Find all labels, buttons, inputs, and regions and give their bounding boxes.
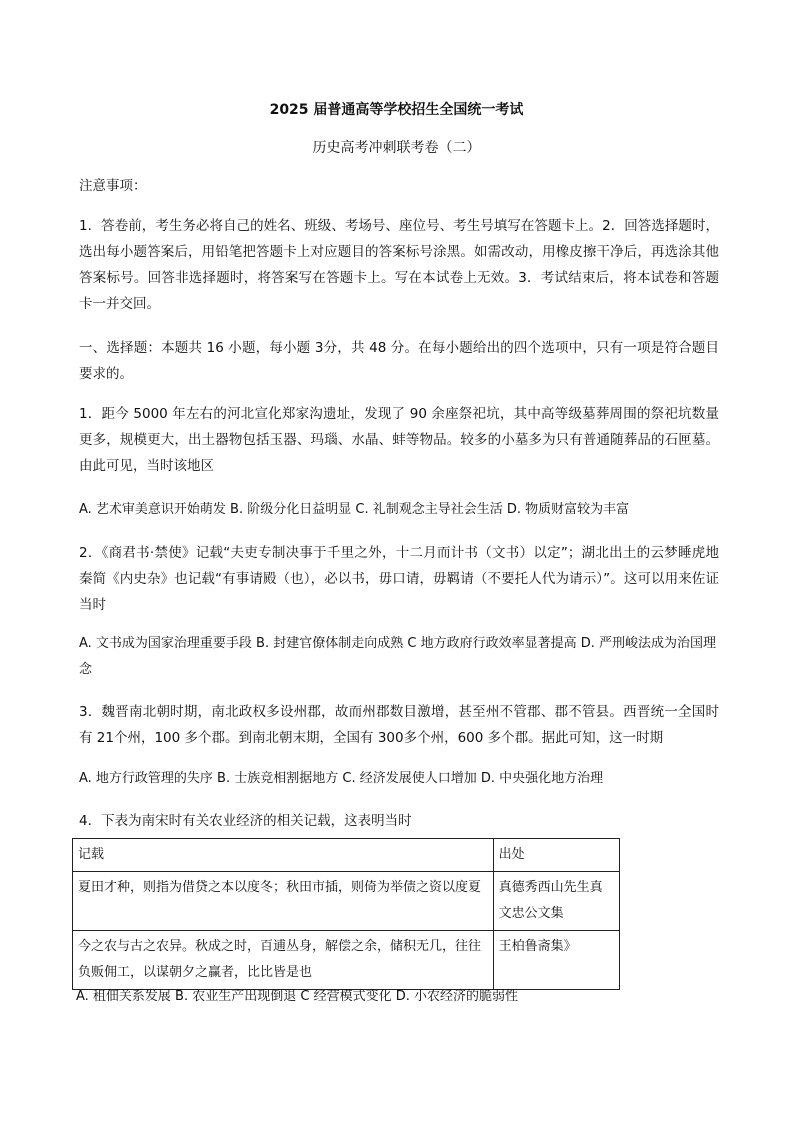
table-cell-record: 夏田才种，则指为借贷之本以度冬；秋田市插，则倚为举债之资以度夏 [73,872,494,931]
table-cell-source: 王柏鲁斋集》 [493,931,619,990]
section-intro: 一、选择题：本题共 16 小题，每小题 3分，共 48 分。在每小题给出的四个选项中，只有一项是符合题目要求的。 [79,340,719,382]
question-1-stem: 1．距今 5000 年左右的河北宣化郑家沟遗址，发现了 90 余座祭祀坑，其中高等级墓葬周围的祭祀坑数量更多，规模更大，出土器物包括玉器、玛瑙、水晶、蚌等物品。较多的小墓多为只有普通随葬品的石匣墓。由此可见，当时该地区 [79,406,719,474]
question-2-stem: 2．《商君书·禁使》记载“夫吏专制决事于千里之外，十二月而计书（文书）以定”；湖北出土的云梦睡虎地秦简《内史杂》也记载“有事请殿（也），必以书，毋口请，毋羁请（不要托人代为请示）”。这可以用来佐证当时 [79,545,719,613]
question-4-options: A. 租佃关系发展 B. 农业生产出现倒退 C 经营模式变化 D. 小农经济的脆弱性 [76,989,518,1004]
table-row [73,872,620,931]
table-header-row [73,839,620,872]
question-3-options: A. 地方行政管理的失序 B. 士族竞相割据地方 C. 经济发展使人口增加 D. 中央强化地方治理 [79,771,604,786]
question-4-stem: 4．下表为南宋时有关农业经济的相关记载，这表明当时 [79,813,412,829]
table-header-source: 出处 [493,839,619,872]
notice-heading: 注意事项： [79,178,147,194]
exam-title: 2025 届普通高等学校招生全国统一考试 [269,102,524,118]
records-table [72,838,620,990]
notice-body: 1．答卷前，考生务必将自己的姓名、班级、考场号、座位号、考生号填写在答题卡上。2．回答选择题时，选出每小题答案后，用铅笔把答题卡上对应题目的答案标号涂黑。如需改动，用橡皮擦干净后，再选涂其他答案标号。回答非选择题时，将答案写在答题卡上。写在本试卷上无效。3．考试结束后，将本试卷和答题卡一并交回。 [79,218,719,312]
question-2-options: A. 文书成为国家治理重要手段 B. 封建官僚体制走向成熟 C 地方政府行政效率显著提高 D. 严刑峻法成为治国理念 [79,636,716,677]
question-1-options: A. 艺术审美意识开始萌发 B. 阶级分化日益明显 C. 礼制观念主导社会生活 D. 物质财富较为丰富 [79,502,630,517]
question-3-stem: 3．魏晋南北朝时期，南北政权多设州郡，故而州郡数目激增，甚至州不管郡、郡不管县。西晋统一全国时有 21个州，100 多个郡。到南北朝末期，全国有 300多个州，600 多个郡。据此可知，这一时期 [79,704,719,746]
table-cell-record: 今之农与古之农异。秋成之时，百逋丛身，解偿之余，储积无几，往往负贩佣工，以谋朝夕之赢者，比比皆是也 [73,931,494,990]
exam-subtitle: 历史高考冲刺联考卷（二） [312,140,481,156]
table-header-record: 记载 [73,839,494,872]
table-cell-source: 真德秀西山先生真文忠公文集 [493,872,619,931]
table-row [73,931,620,990]
